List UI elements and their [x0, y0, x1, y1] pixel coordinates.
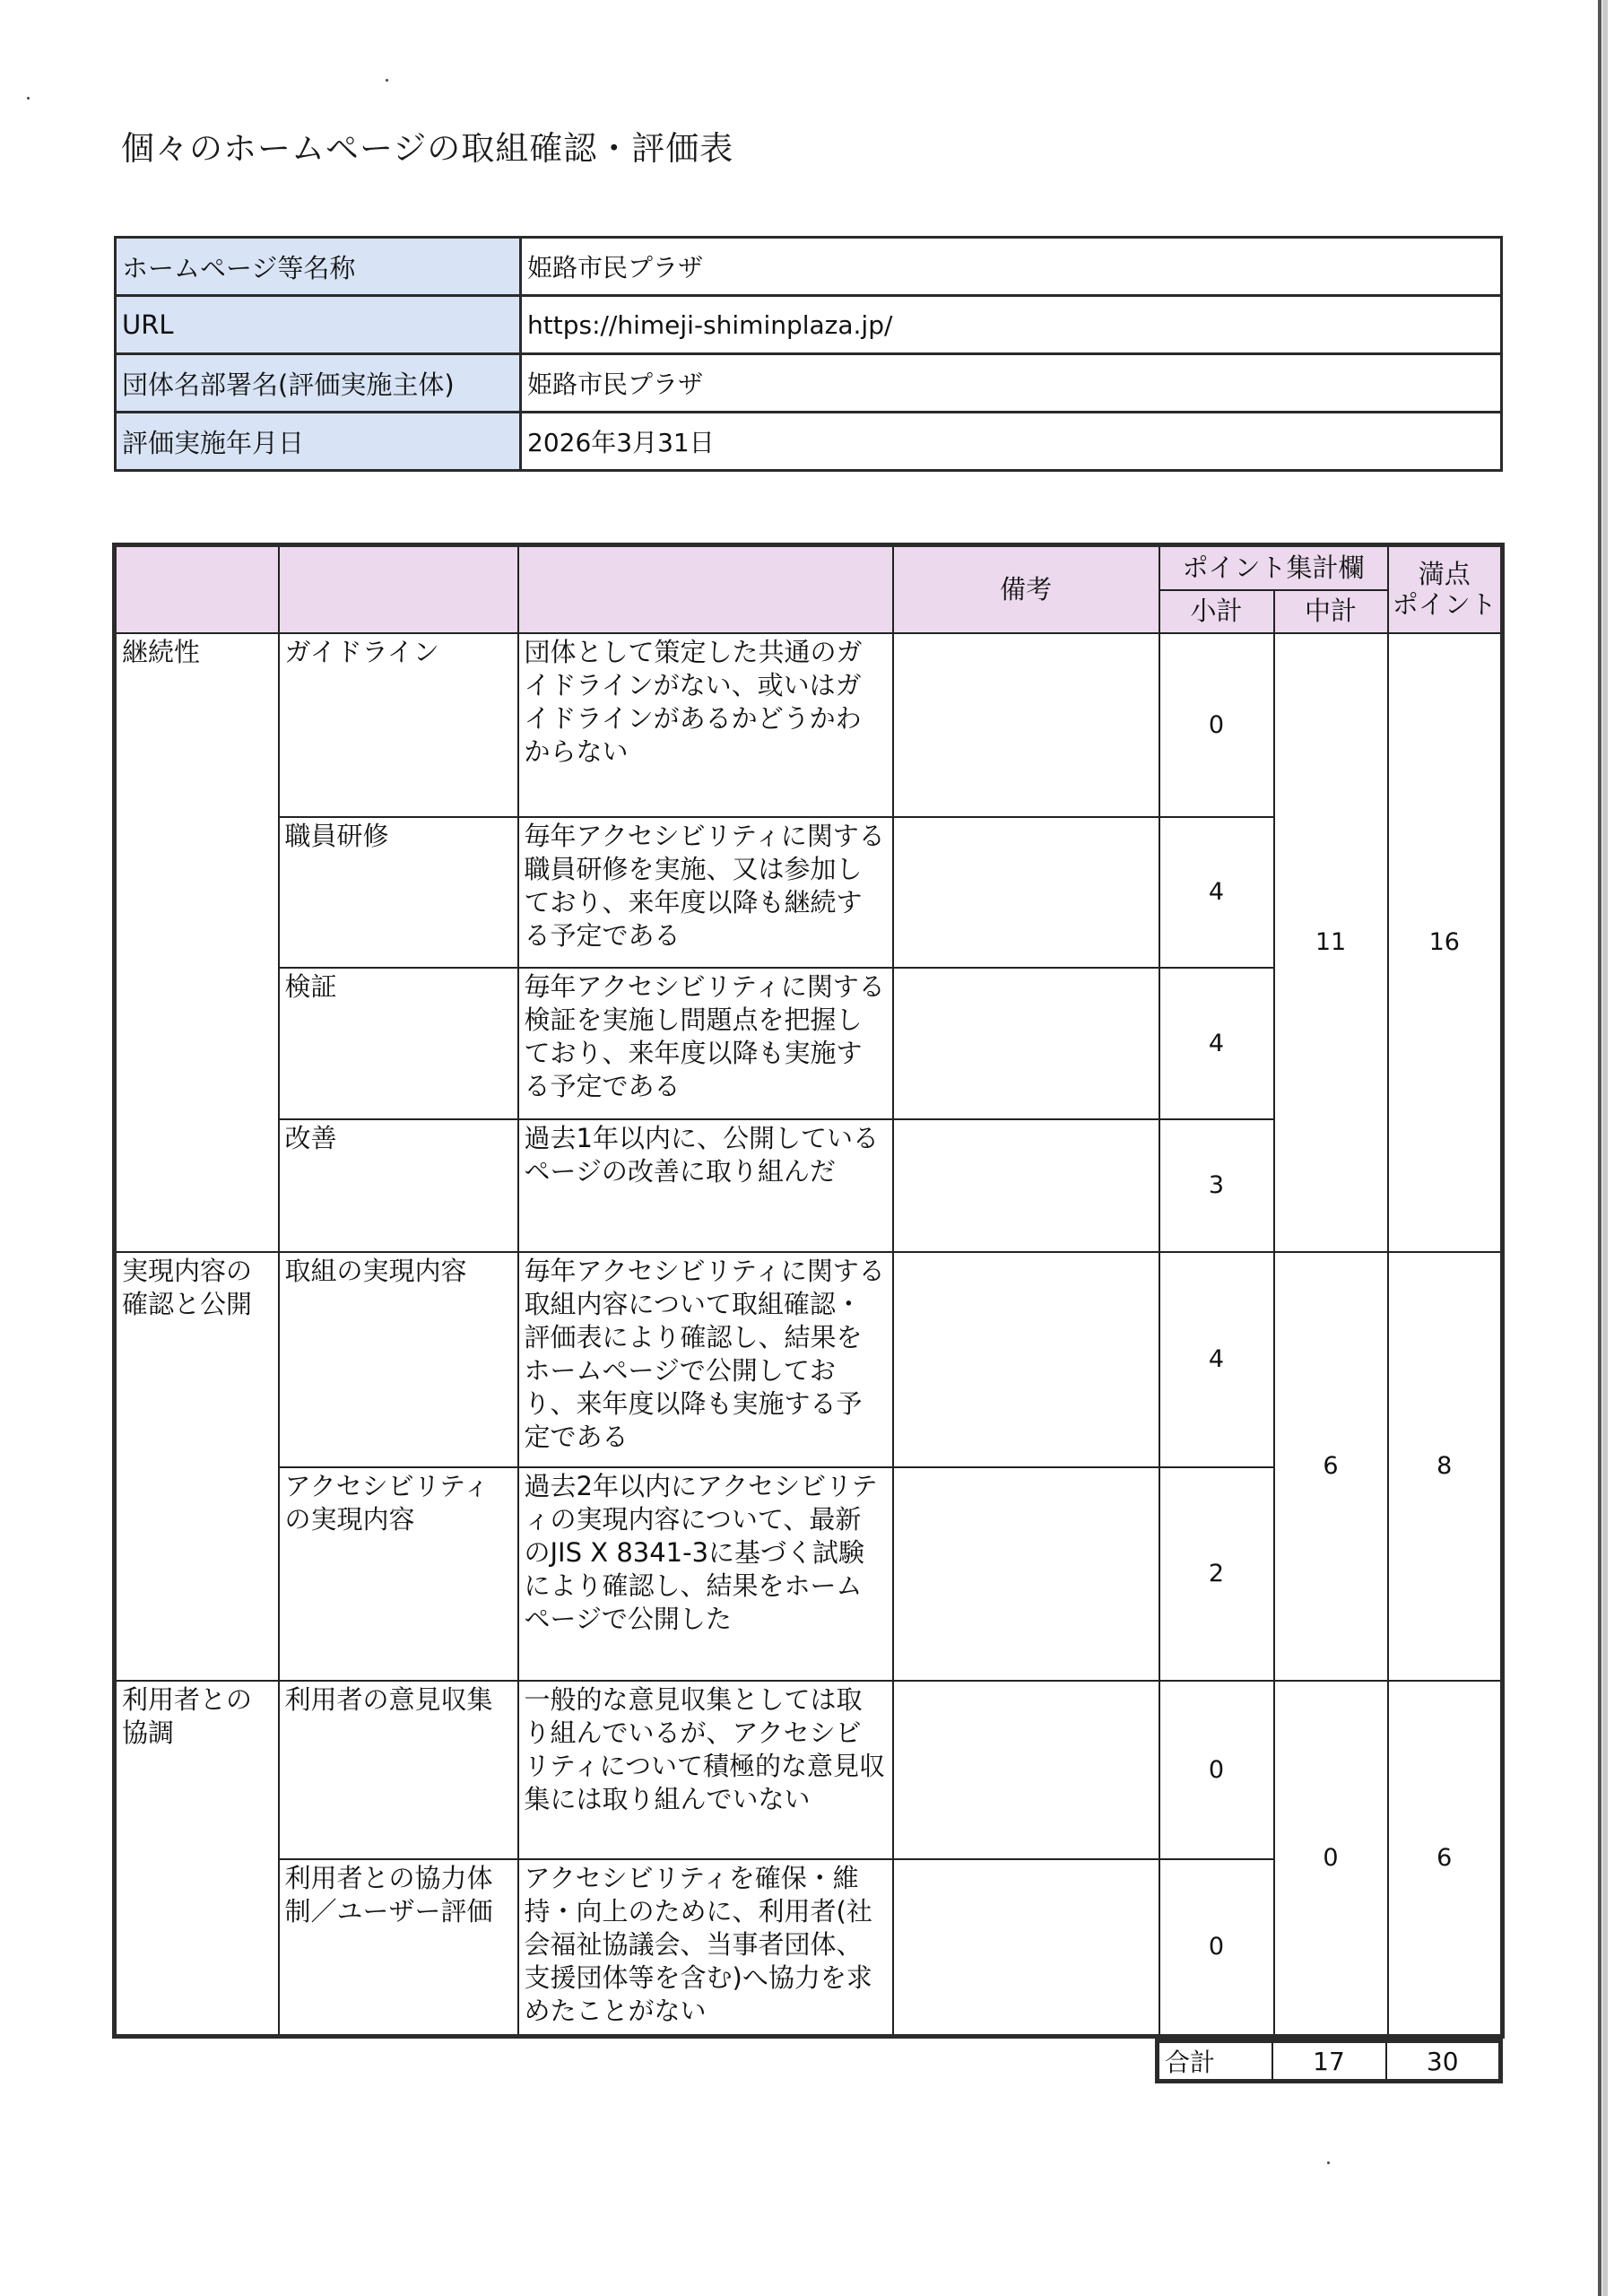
table-row	[115, 1252, 1503, 1467]
description-cell: アクセシビリティを確保・維持・向上のために、利用者(社会福祉協議会、当事者団体、支援団体等を含む)へ協力を求めたことがない	[518, 1859, 893, 2037]
description-cell: 過去1年以内に、公開しているページの改善に取り組んだ	[518, 1119, 893, 1252]
info-value: https://himeji-shiminplaza.jp/	[521, 296, 1502, 354]
document-title: 個々のホームページの取組確認・評価表	[121, 129, 734, 168]
midtotal-cell: 0	[1274, 1681, 1388, 2037]
subtotal-cell: 0	[1159, 1681, 1274, 1859]
info-value: 2026年3月31日	[521, 413, 1502, 471]
category-cell: 利用者との協調	[115, 1681, 279, 2037]
description-cell: 毎年アクセシビリティに関する取組内容について取組確認・評価表により確認し、結果をホームページで公開しており、来年度以降も実施する予定である	[518, 1252, 893, 1467]
item-cell: 取組の実現内容	[279, 1252, 518, 1467]
item-cell: 改善	[279, 1119, 518, 1252]
header-category	[115, 545, 279, 633]
item-cell: 職員研修	[279, 817, 518, 968]
category-cell: 継続性	[115, 633, 279, 1252]
header-remarks: 備考	[893, 545, 1159, 633]
page-edge-shadow	[1598, 0, 1601, 2296]
scan-speck	[1327, 2161, 1330, 2164]
max-points-cell: 8	[1388, 1252, 1503, 1681]
info-label: 団体名部署名(評価実施主体)	[116, 354, 521, 413]
scan-speck	[27, 97, 30, 100]
info-value: 姫路市民プラザ	[521, 354, 1502, 413]
subtotal-cell: 0	[1159, 633, 1274, 817]
description-cell: 毎年アクセシビリティに関する職員研修を実施、又は参加しており、来年度以降も継続する予定である	[518, 817, 893, 968]
remarks-cell	[893, 1681, 1159, 1859]
header-max-points-line1: 満点	[1418, 559, 1471, 590]
description-cell: 一般的な意見収集としては取り組んでいるが、アクセシビリティについて積極的な意見収集には取り組んでいない	[518, 1681, 893, 1859]
info-value: 姫路市民プラザ	[521, 238, 1502, 296]
remarks-cell	[893, 1119, 1159, 1252]
total-max-points: 30	[1386, 2041, 1501, 2082]
remarks-cell	[893, 633, 1159, 817]
item-cell: ガイドライン	[279, 633, 518, 817]
remarks-cell	[893, 968, 1159, 1119]
item-cell: 検証	[279, 968, 518, 1119]
info-row-date	[116, 413, 1502, 471]
scan-speck	[386, 79, 388, 82]
table-row	[115, 633, 1503, 817]
remarks-cell	[893, 1252, 1159, 1467]
remarks-cell	[893, 1467, 1159, 1681]
description-cell: 団体として策定した共通のガイドラインがない、或いはガイドラインがあるかどうかわからない	[518, 633, 893, 817]
item-cell: アクセシビリティの実現内容	[279, 1467, 518, 1681]
info-row-organization	[116, 354, 1502, 413]
total-row	[1158, 2041, 1501, 2082]
info-table	[114, 236, 1503, 472]
header-midtotal: 中計	[1274, 590, 1388, 633]
remarks-cell	[893, 817, 1159, 968]
header-subtotal: 小計	[1159, 590, 1274, 633]
total-label: 合計	[1158, 2041, 1272, 2082]
category-cell: 実現内容の確認と公開	[115, 1252, 279, 1681]
header-description	[518, 545, 893, 633]
header-item	[279, 545, 518, 633]
totals-table	[1155, 2039, 1503, 2083]
subtotal-cell: 4	[1159, 968, 1274, 1119]
header-row	[115, 545, 1503, 590]
info-label: 評価実施年月日	[116, 413, 521, 471]
header-max-points-line2: ポイント	[1392, 589, 1497, 621]
info-row-site-name	[116, 238, 1502, 296]
header-max-points	[1388, 545, 1503, 633]
midtotal-cell: 11	[1274, 633, 1388, 1252]
header-points-group: ポイント集計欄	[1159, 545, 1388, 590]
subtotal-cell: 4	[1159, 817, 1274, 968]
info-label: URL	[116, 296, 521, 354]
item-cell: 利用者の意見収集	[279, 1681, 518, 1859]
subtotal-cell: 4	[1159, 1252, 1274, 1467]
item-cell: 利用者との協力体制／ユーザー評価	[279, 1859, 518, 2037]
total-midtotal: 17	[1272, 2041, 1386, 2082]
max-points-cell: 6	[1388, 1681, 1503, 2037]
evaluation-table	[112, 543, 1505, 2039]
table-row	[115, 1681, 1503, 1859]
subtotal-cell: 0	[1159, 1859, 1274, 2037]
subtotal-cell: 3	[1159, 1119, 1274, 1252]
page-edge-margin	[1602, 0, 1608, 2296]
midtotal-cell: 6	[1274, 1252, 1388, 1681]
max-points-cell: 16	[1388, 633, 1503, 1252]
subtotal-cell: 2	[1159, 1467, 1274, 1681]
description-cell: 過去2年以内にアクセシビリティの実現内容について、最新のJIS X 8341-3に基づく試験により確認し、結果をホームページで公開した	[518, 1467, 893, 1681]
remarks-cell	[893, 1859, 1159, 2037]
info-label: ホームページ等名称	[116, 238, 521, 296]
description-cell: 毎年アクセシビリティに関する検証を実施し問題点を把握しており、来年度以降も実施する予定である	[518, 968, 893, 1119]
info-row-url	[116, 296, 1502, 354]
